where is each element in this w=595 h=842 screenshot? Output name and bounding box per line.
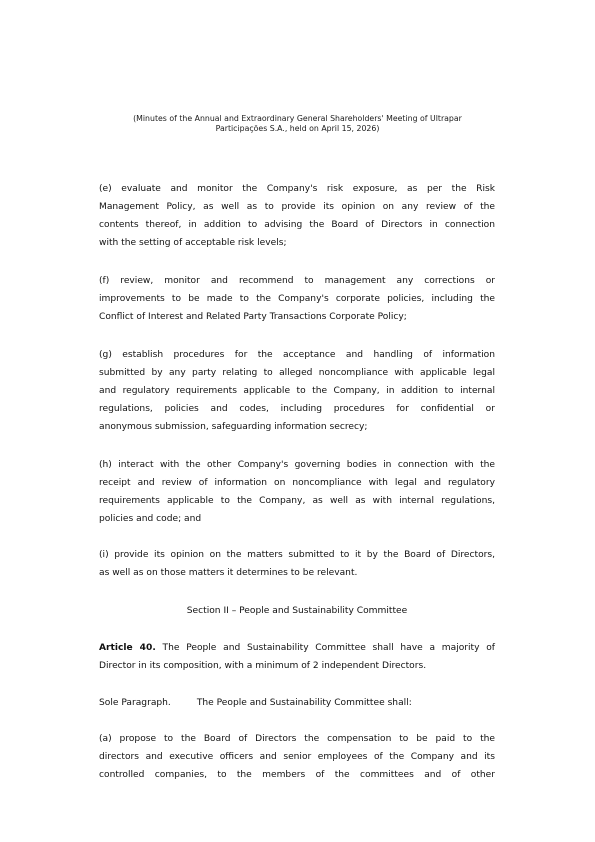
text-line: controlled companies, to the members of the committees and of other	[99, 770, 495, 780]
section-title: Section II – People and Sustainability Committee	[186, 606, 408, 616]
article-text: The People and Sustainability Committee shall have a majority of	[155, 643, 496, 653]
sole-paragraph-text: The People and Sustainability Committee shall:	[196, 698, 412, 708]
text-line: receipt and review of information on noncompliance with legal and regulatory	[99, 478, 495, 488]
text-line: (f) review, monitor and recommend to management any corrections or	[99, 276, 495, 286]
article-line-1	[99, 643, 495, 655]
text-line: (e) evaluate and monitor the Company's risk exposure, as per the Risk	[99, 184, 495, 194]
page-header	[95, 114, 500, 133]
text-line: policies and code; and	[99, 514, 202, 524]
text-line: regulations, policies and codes, including procedures for confidential or	[99, 404, 495, 414]
text-line: Conflict of Interest and Related Party Transactions Corporate Policy;	[99, 312, 407, 322]
text-line: and regulatory requirements applicable to the Company, in addition to internal	[99, 386, 495, 396]
text-line: as well as on those matters it determines to be relevant.	[99, 568, 358, 578]
text-line: (g) establish procedures for the acceptance and handling of information	[99, 350, 495, 360]
text-line: (a) propose to the Board of Directors the compensation to be paid to the	[99, 734, 495, 744]
text-line: anonymous submission, safeguarding information secrecy;	[99, 422, 368, 432]
text-line: directors and executive officers and senior employees of the Company and its	[99, 752, 495, 762]
article-line-2: Director in its composition, with a minimum of 2 independent Directors.	[99, 661, 427, 671]
header-line-2: Participações S.A., held on April 15, 2026)	[215, 123, 380, 133]
sole-paragraph-label: Sole Paragraph.	[99, 698, 171, 708]
sole-paragraph	[99, 698, 495, 710]
text-line: (i) provide its opinion on the matters submitted to it by the Board of Directors,	[99, 550, 495, 560]
text-line: improvements to be made to the Company's corporate policies, including the	[99, 294, 495, 304]
article-label: Article 40.	[99, 643, 156, 653]
header-line-1: (Minutes of the Annual and Extraordinary General Shareholders' Meeting of Ultrapar	[133, 114, 462, 123]
text-line: (h) interact with the other Company's governing bodies in connection with the	[99, 460, 495, 470]
text-line: with the setting of acceptable risk levels;	[99, 238, 287, 248]
text-line: submitted by any party relating to alleged noncompliance with applicable legal	[99, 368, 495, 378]
text-line: requirements applicable to the Company, as well as with internal regulations,	[99, 496, 495, 506]
text-line: contents thereof, in addition to advising the Board of Directors in connection	[99, 220, 495, 230]
text-line: Management Policy, as well as to provide its opinion on any review of the	[99, 202, 495, 212]
